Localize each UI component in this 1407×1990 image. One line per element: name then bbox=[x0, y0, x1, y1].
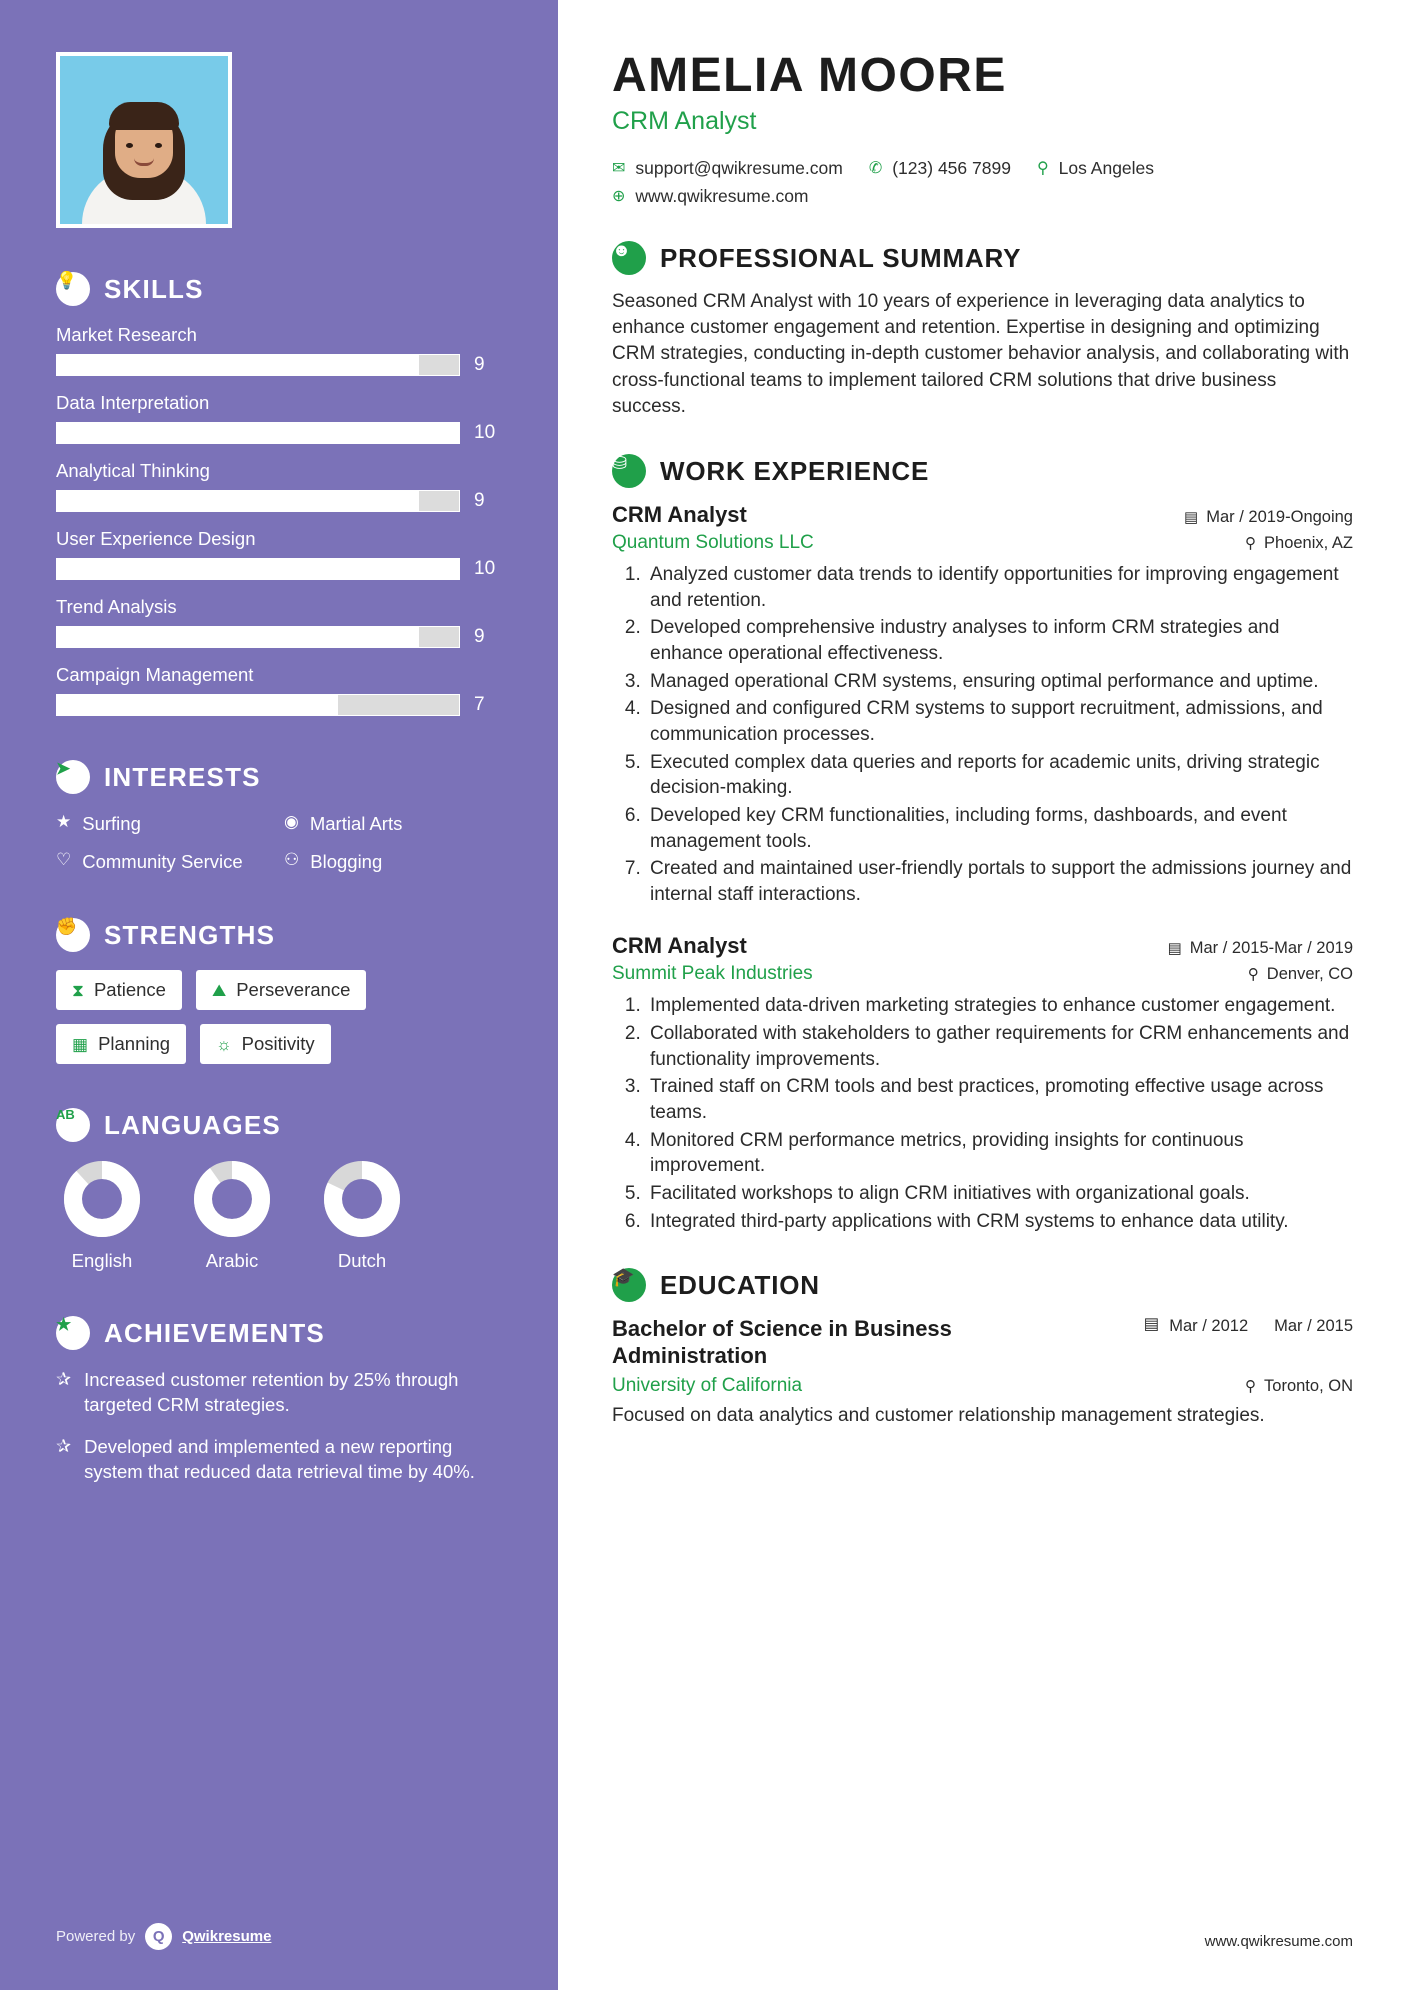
interest-label: Martial Arts bbox=[309, 813, 403, 834]
location-pin-icon: ⚲ bbox=[1036, 159, 1049, 177]
fist-icon: ✊ bbox=[56, 918, 90, 952]
work-title: WORK EXPERIENCE bbox=[660, 455, 930, 486]
work-bullet: 7. Created and maintained user-friendly portals to support the admissions journey and internal staff interactions. bbox=[646, 856, 1353, 907]
languages-title: LANGUAGES bbox=[104, 1109, 281, 1140]
skill-value: 9 bbox=[474, 490, 485, 511]
language-donut bbox=[323, 1160, 401, 1238]
qwikresume-brand-link[interactable]: Qwikresume bbox=[182, 1928, 272, 1945]
envelope-icon: ✉ bbox=[612, 159, 626, 177]
powered-by-label: Powered by bbox=[56, 1928, 136, 1945]
work-dates bbox=[1184, 508, 1353, 527]
languages-section-header bbox=[56, 1108, 502, 1142]
language-badge-icon: AB bbox=[56, 1108, 90, 1142]
work-bullet: 3. Managed operational CRM systems, ensuring optimal performance and uptime. bbox=[646, 669, 1353, 695]
strength-chip bbox=[56, 1024, 186, 1064]
interest-label: Surfing bbox=[82, 813, 141, 834]
education-section-header bbox=[612, 1268, 1353, 1302]
work-bullet: 5. Executed complex data queries and reports for academic units, driving strategic decision-making. bbox=[646, 750, 1353, 801]
work-bullet: 6. Integrated third-party applications with CRM systems to enhance data utility. bbox=[646, 1209, 1353, 1235]
language-donut bbox=[63, 1160, 141, 1238]
achievement-item bbox=[56, 1435, 502, 1484]
education-location bbox=[1245, 1377, 1353, 1396]
work-company: Summit Peak Industries bbox=[612, 963, 813, 985]
work-dates bbox=[1168, 939, 1353, 958]
strength-label: Positivity bbox=[241, 1033, 315, 1055]
contact-row-primary bbox=[612, 158, 1353, 179]
contact-row-website bbox=[612, 186, 1353, 207]
work-bullet: 3. Trained staff on CRM tools and best practices, promoting effective usage across teams. bbox=[646, 1074, 1353, 1125]
profile-photo-illustration bbox=[84, 110, 204, 228]
strength-label: Perseverance bbox=[236, 979, 351, 1001]
skills-title: SKILLS bbox=[104, 273, 204, 304]
work-location bbox=[1248, 965, 1353, 984]
work-dates-text: Mar / 2019-Ongoing bbox=[1206, 508, 1353, 527]
main-content bbox=[558, 0, 1407, 1990]
award-star-icon: ✰ bbox=[56, 1436, 72, 1457]
hand-heart-icon: ♡ bbox=[56, 850, 72, 870]
work-bullet: 4. Monitored CRM performance metrics, providing insights for continuous improvement. bbox=[646, 1128, 1353, 1179]
job-role-subtitle: CRM Analyst bbox=[612, 107, 757, 135]
award-star-icon: ✰ bbox=[56, 1369, 72, 1390]
interest-item bbox=[284, 812, 502, 836]
language-item bbox=[316, 1160, 408, 1272]
lightbulb-icon: 💡 bbox=[56, 272, 90, 306]
work-location-text: Denver, CO bbox=[1266, 965, 1353, 984]
skill-item bbox=[56, 460, 502, 512]
skill-bar bbox=[56, 558, 460, 580]
strength-chip bbox=[200, 1024, 331, 1064]
skill-value: 7 bbox=[474, 694, 485, 715]
star-badge-icon: ★ bbox=[56, 1316, 90, 1350]
powered-by bbox=[56, 1923, 271, 1950]
education-description: Focused on data analytics and customer relationship management strategies. bbox=[612, 1404, 1265, 1426]
location-pin-icon: ⚲ bbox=[1245, 535, 1257, 553]
languages-list bbox=[56, 1160, 502, 1272]
education-dates bbox=[1144, 1316, 1353, 1337]
work-bullet: 4. Designed and configured CRM systems to support recruitment, admissions, and communication processes. bbox=[646, 696, 1353, 747]
strength-label: Planning bbox=[98, 1033, 171, 1055]
language-donut bbox=[193, 1160, 271, 1238]
language-label: English bbox=[71, 1250, 133, 1272]
calendar-icon: ▤ bbox=[1184, 509, 1199, 527]
work-dates-text: Mar / 2015-Mar / 2019 bbox=[1189, 939, 1353, 958]
interest-item bbox=[56, 850, 274, 874]
footer-website: www.qwikresume.com bbox=[1204, 1933, 1353, 1950]
work-job-title: CRM Analyst bbox=[612, 933, 747, 959]
skill-bar bbox=[56, 422, 460, 444]
person-circle-icon: ☻ bbox=[612, 241, 646, 275]
location-pin-icon: ⚲ bbox=[1245, 1377, 1257, 1395]
graduation-cap-icon: 🎓 bbox=[612, 1268, 646, 1302]
avatar bbox=[56, 52, 232, 228]
education-entry bbox=[612, 1316, 1353, 1428]
work-entry bbox=[612, 933, 1353, 1234]
phone-icon: ✆ bbox=[868, 159, 883, 177]
contact-email-text: support@qwikresume.com bbox=[635, 158, 843, 178]
hourglass-icon: ⧗ bbox=[72, 980, 84, 1000]
work-bullet: 6. Developed key CRM functionalities, including forms, dashboards, and event management tools. bbox=[646, 803, 1353, 854]
achievements-list bbox=[56, 1368, 502, 1484]
paper-plane-icon: ➤ bbox=[56, 760, 90, 794]
strength-label: Patience bbox=[93, 979, 166, 1001]
sun-icon: ☼ bbox=[216, 1034, 232, 1054]
skill-label: Data Interpretation bbox=[56, 392, 210, 413]
work-company: Quantum Solutions LLC bbox=[612, 532, 814, 554]
strength-chip bbox=[196, 970, 366, 1010]
page-title: AMELIA MOORE bbox=[612, 49, 1007, 102]
language-item bbox=[186, 1160, 278, 1272]
work-bullets bbox=[646, 562, 1353, 907]
briefcase-icon: ⛁ bbox=[612, 454, 646, 488]
skill-item bbox=[56, 664, 502, 716]
skill-value: 9 bbox=[474, 354, 485, 375]
work-location bbox=[1245, 534, 1353, 553]
work-bullet: 5. Facilitated workshops to align CRM initiatives with organizational goals. bbox=[646, 1181, 1353, 1207]
skill-bar bbox=[56, 354, 460, 376]
language-label: Dutch bbox=[337, 1250, 387, 1272]
skill-label: Campaign Management bbox=[56, 664, 254, 685]
work-bullet: 2. Collaborated with stakeholders to gather requirements for CRM enhancements and functionality improvements. bbox=[646, 1021, 1353, 1072]
achievement-item bbox=[56, 1368, 502, 1417]
interest-item bbox=[56, 812, 274, 836]
globe-icon: ⊕ bbox=[612, 187, 626, 205]
education-location-text: Toronto, ON bbox=[1264, 1376, 1353, 1395]
contact-location bbox=[1037, 158, 1154, 179]
calendar-icon: ▦ bbox=[72, 1034, 89, 1054]
calendar-icon: ▤ bbox=[1143, 1315, 1160, 1334]
education-date-end: Mar / 2015 bbox=[1274, 1317, 1353, 1336]
work-job-title: CRM Analyst bbox=[612, 502, 747, 528]
language-item bbox=[56, 1160, 148, 1272]
interests-title: INTERESTS bbox=[104, 761, 261, 792]
people-icon: ⚇ bbox=[284, 850, 300, 870]
work-bullets bbox=[646, 993, 1353, 1234]
achievement-text: Increased customer retention by 25% through targeted CRM strategies. bbox=[84, 1369, 459, 1415]
education-date-start: Mar / 2012 bbox=[1169, 1317, 1249, 1336]
strengths-section-header bbox=[56, 918, 502, 952]
achievements-title: ACHIEVEMENTS bbox=[104, 1317, 325, 1348]
strength-chip bbox=[56, 970, 182, 1010]
contact-website-text: www.qwikresume.com bbox=[635, 186, 809, 206]
achievements-section-header bbox=[56, 1316, 502, 1350]
skill-value: 10 bbox=[474, 422, 496, 443]
skill-label: Analytical Thinking bbox=[56, 460, 210, 481]
contact-phone[interactable] bbox=[869, 158, 1011, 179]
contact-email[interactable] bbox=[612, 158, 843, 179]
work-location-text: Phoenix, AZ bbox=[1264, 534, 1353, 553]
interest-label: Blogging bbox=[310, 851, 383, 873]
mountain-icon: ⛰ bbox=[211, 980, 227, 1000]
star-icon: ★ bbox=[56, 812, 72, 831]
summary-text: Seasoned CRM Analyst with 10 years of experience in leveraging data analytics to enhance customer engagement and retention. Expertise in designing and optimizing CRM strategies, conducting in-depth customer behavior analysis, and collaborating with cross-functional teams to implement tailored CRM solutions that drive business success. bbox=[612, 291, 1350, 417]
skill-label: Trend Analysis bbox=[56, 596, 177, 617]
calendar-icon: ▤ bbox=[1167, 940, 1182, 958]
skill-item bbox=[56, 596, 502, 648]
summary-section-header bbox=[612, 241, 1353, 275]
skill-item bbox=[56, 324, 502, 376]
work-entry bbox=[612, 502, 1353, 907]
strengths-title: STRENGTHS bbox=[104, 919, 276, 950]
location-pin-icon: ⚲ bbox=[1247, 966, 1259, 984]
skill-bar bbox=[56, 626, 460, 648]
skills-list bbox=[56, 324, 502, 716]
language-label: Arabic bbox=[205, 1250, 259, 1272]
interest-item bbox=[284, 850, 502, 874]
summary-title: PROFESSIONAL SUMMARY bbox=[660, 242, 1022, 273]
skill-bar bbox=[56, 694, 460, 716]
work-bullet: 2. Developed comprehensive industry analyses to inform CRM strategies and enhance operational effectiveness. bbox=[646, 615, 1353, 666]
contact-location-text: Los Angeles bbox=[1058, 158, 1155, 178]
education-title: EDUCATION bbox=[660, 1269, 820, 1300]
target-icon: ◉ bbox=[284, 812, 299, 831]
contact-phone-text: (123) 456 7899 bbox=[892, 158, 1011, 178]
achievement-text: Developed and implemented a new reporting system that reduced data retrieval time by 40%. bbox=[84, 1436, 475, 1482]
sidebar bbox=[0, 0, 558, 1990]
skills-section-header bbox=[56, 272, 502, 306]
work-bullet: 1. Implemented data-driven marketing strategies to enhance customer engagement. bbox=[646, 993, 1353, 1019]
skill-value: 9 bbox=[474, 626, 485, 647]
skill-label: Market Research bbox=[56, 324, 197, 345]
skill-item bbox=[56, 528, 502, 580]
interests-section-header bbox=[56, 760, 502, 794]
interest-label: Community Service bbox=[82, 851, 243, 873]
education-degree: Bachelor of Science in Business Administration bbox=[612, 1316, 952, 1368]
work-section-header bbox=[612, 454, 1353, 488]
work-bullet: 1. Analyzed customer data trends to identify opportunities for improving engagement and retention. bbox=[646, 562, 1353, 613]
contact-website[interactable] bbox=[612, 186, 809, 207]
education-school: University of California bbox=[612, 1374, 803, 1396]
skill-value: 10 bbox=[474, 558, 496, 579]
skill-label: User Experience Design bbox=[56, 528, 256, 549]
strengths-list bbox=[56, 970, 502, 1064]
qwikresume-logo-icon: Q bbox=[145, 1923, 172, 1950]
skill-item bbox=[56, 392, 502, 444]
interests-list bbox=[56, 812, 502, 874]
skill-bar bbox=[56, 490, 460, 512]
